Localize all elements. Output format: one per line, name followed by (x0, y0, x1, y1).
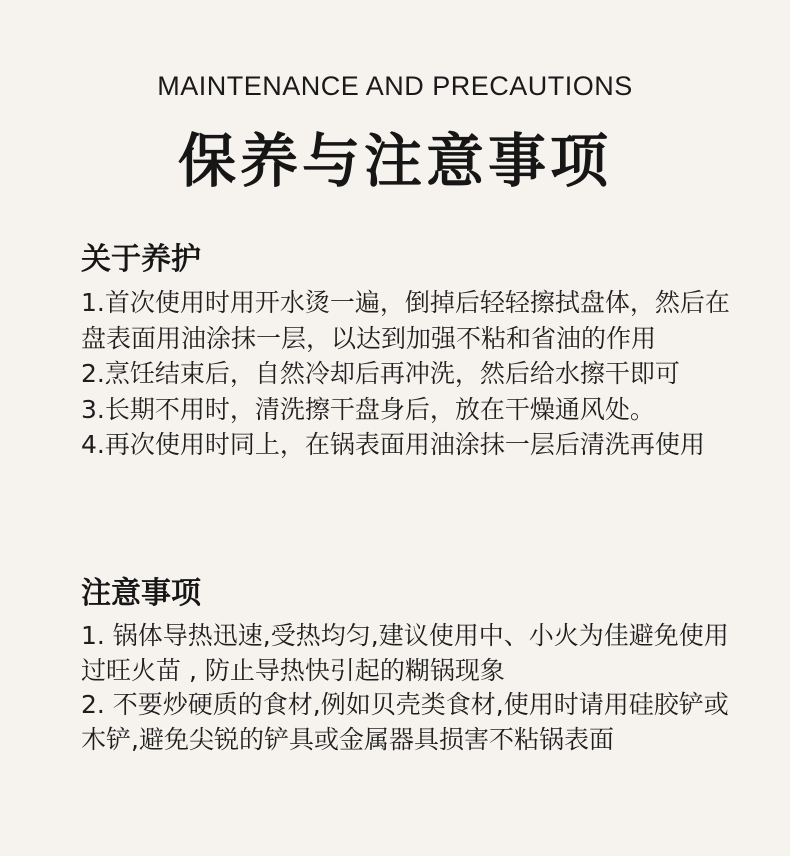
care-item-2: 2.烹饪结束后，自然冷却后再冲洗，然后给水擦干即可 (81, 359, 680, 388)
notes-item-2: 2. 不要炒硬质的食材,例如贝壳类食材,使用时请用硅胶铲或木铲,避免尖锐的铲具或金属器具损害不粘锅表面 (81, 690, 729, 754)
notes-item-1: 1. 锅体导热迅速,受热均匀,建议使用中、小火为佳避免使用过旺火苗 , 防止导热快引起的糊锅现象 (81, 621, 729, 685)
care-section (81, 241, 741, 463)
care-item-1: 1.首次使用时用开水烫一遍，倒掉后轻轻擦拭盘体，然后在盘表面用油涂抹一层，以达到加强不粘和省油的作用 (81, 288, 730, 353)
care-item-3: 3.长期不用时，清洗擦干盘身后，放在干燥通风处。 (81, 394, 655, 424)
care-item-4: 4.再次使用时同上，在锅表面用油涂抹一层后清洗再使用 (81, 430, 705, 459)
notes-section (81, 575, 741, 757)
care-section-title: 关于养护 (81, 242, 201, 277)
header-title-en: MAINTENANCE AND PRECAUTIONS (157, 71, 633, 101)
notes-section-title: 注意事项 (81, 576, 201, 611)
header-title-zh: 保养与注意事项 (177, 127, 612, 195)
